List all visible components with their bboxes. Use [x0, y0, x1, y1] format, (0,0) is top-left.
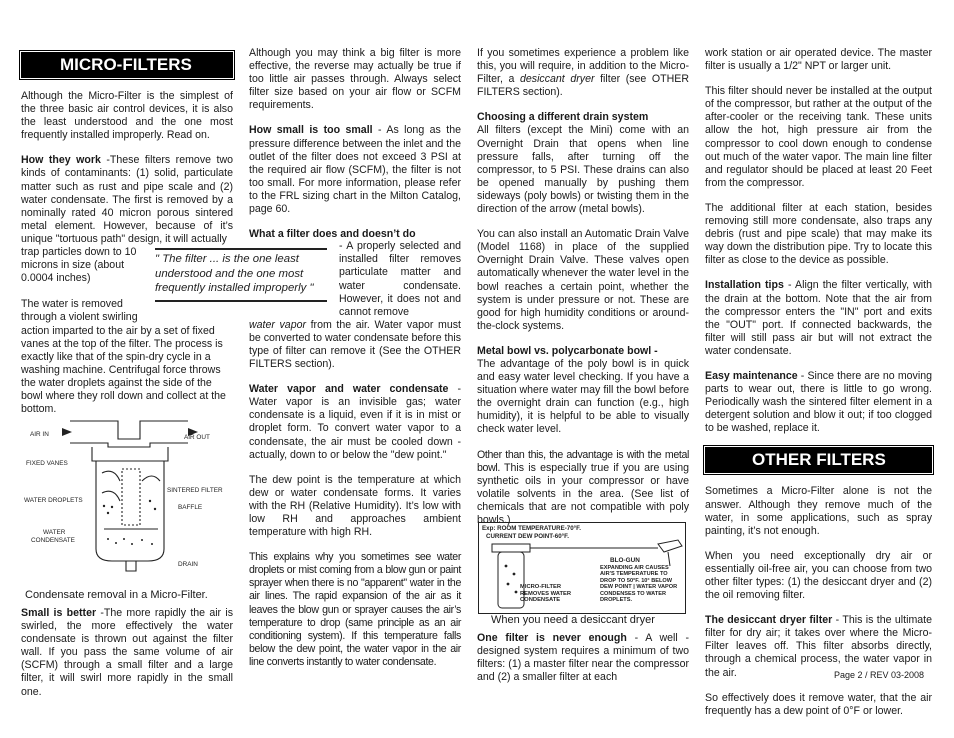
installation-location-paragraph: This filter should never be installed at the output of the compressor, but rather at the output of the after-cooler or the receiving tank. These units allow the hot, high pressure air from the compressor to cool down enough to condense out much of the water vapor. The main line filter and regulator should be placed at least 20 Feet from the compressor. [705, 85, 932, 189]
vapor-condensate-paragraph [249, 383, 461, 462]
never-enough-heading: One filter is never enough [477, 632, 627, 644]
installation-tips-paragraph [705, 279, 932, 358]
label-fixed-vanes: FIXED VANES [26, 460, 68, 467]
never-enough-paragraph [477, 632, 689, 684]
bowl-text: The advantage of the poly bowl is in quick and easy water level checking. If you have a situation where water may fill the bowl before the overnight drain can function (e.g., high humidity), it is helpful to be able to visually check water level. [477, 357, 689, 436]
bowl-heading: Metal bowl vs. polycarbonate bowl - [477, 344, 658, 357]
too-small-paragraph [249, 124, 461, 216]
water-vapor-term: water vapor [249, 318, 307, 331]
blo-gun-label: BLO-GUN [610, 557, 640, 564]
too-small-text: - As long as the pressure difference between the inlet and the outlet of the filter does not exceed 3 PSI at the required air flow (SCFM), the filter is not too small. For more information, please refer to the FRL sizing chart in the Milton Catalog, page 60. [249, 124, 461, 216]
small-is-better-paragraph [21, 607, 233, 699]
page-footer: Page 2 / REV 03-2008 [834, 670, 925, 680]
other-than-text-a: Other than this, the advantage is with the metal bowl. [477, 448, 689, 474]
too-small-heading: How small is too small [249, 124, 373, 137]
micro-filters-heading: MICRO-FILTERS [21, 52, 233, 78]
label-water-droplets: WATER DROPLETS [24, 497, 83, 504]
label-water: WATER [43, 529, 66, 536]
example-dew-point: CURRENT DEW POINT-60°F. [486, 533, 569, 540]
other-than-text-b: This is especially true if you are using synthetic oils in your compressor or have volatile solvents in the area. (See list of chemicals that are not compatible with poly bowls.) [477, 461, 689, 526]
vapor-condensate-text: - Water vapor is an invisible gas; water condensate is a liquid, even if it is in mist or droplet form. To convert water vapor to a condensate, the air must be cooled down - actually, down to or below the "dew point." [249, 383, 461, 461]
micro-filter-removes-label: MICRO-FILTER REMOVES WATER CONDENSATE [520, 584, 572, 604]
water-removed-text-b: action imparted to the air by a set of fixed vanes at the top of the filter. The process is exactly like that of the spin-dry cycle in a washing machine. Centrifugal force throws the water droplets against the side of the bowl where they roll down and collect at the bottom. [21, 324, 226, 416]
label-sintered-filter: SINTERED FILTER [167, 487, 223, 494]
desiccant-intro-text-a: If you sometimes experience a problem like this, you will require, in addition to the Micro-Filter, a [477, 47, 689, 86]
how-they-work-paragraph [21, 154, 233, 246]
drain-system-paragraph [477, 111, 689, 216]
bowl-paragraph [477, 345, 689, 437]
what-filter-does-text-b: from the air. Water vapor must be converted to water condensate before this type of filter can remove it (See the OTHER FILTERS section). [249, 318, 462, 371]
explains-paragraph: This explains why you sometimes see water droplets or mist coming from a blow gun or paint sprayer when there is no "apparent" water in the air lines. The rapid expansion of the air as it leaves the blow gun or sprayer causes the air’s temperature to drop (same principle as an air conditioning system). If this temperature falls below the dew point, the water vapor in the air line converts instantly to water condensate. [249, 551, 461, 668]
desiccant-dryer-text: - This is the ultimate filter for dry air; it takes over where the Micro-Filter leaves off. This filter absorbs directly, through a chemical process, the water vapor in the air. [705, 614, 932, 679]
label-drain: DRAIN [178, 561, 198, 568]
figure-caption-condensate: Condensate removal in a Micro-Filter. [25, 589, 208, 601]
column-2 [249, 47, 461, 681]
desiccant-intro-text-b: filter (see OTHER FILTERS section). [477, 73, 689, 99]
other-than-paragraph [477, 449, 689, 528]
other-filters-intro: Sometimes a Micro-Filter alone is not the answer. Although they remove much of the water, in some applications, such as spray painting, it’s not enough. [705, 485, 932, 537]
dew-point-zero-paragraph: So effectively does it remove water, that the air frequently has a dew point of 0°F or lower. [705, 691, 932, 717]
pull-quote: " The filter ... is the one least understood and the one most frequently installed improperly " [155, 248, 327, 302]
what-filter-does-paragraph [249, 228, 461, 371]
label-air-in: AIR IN [30, 431, 49, 438]
column-1-lower [21, 607, 233, 711]
example-room-temp: Exp: ROOM TEMPERATURE-70°F. [482, 525, 581, 532]
small-is-better-heading: Small is better [21, 607, 97, 619]
label-baffle: BAFFLE [178, 504, 203, 511]
other-filters-types: When you need exceptionally dry air or essentially oil-free air, you can choose from two other filter types: (1) the desiccant dryer and (2) the oil removing filter. [705, 549, 932, 602]
desiccant-dryer-term: desiccant dryer [520, 73, 595, 86]
column-4 [705, 47, 932, 730]
trap-particles-text: trap particles down to 10 microns in size (about 0.0004 inches) [21, 246, 137, 285]
label-air-out: AIR OUT [184, 434, 210, 441]
installation-tips-text: - Align the filter vertically, with the drain at the bottom. Note that the air from the compressor enters the "IN" port and exits the "OUT" port. If connected backwards, the filter will still pass air but will not extract the water condensate. [705, 279, 932, 357]
additional-filter-paragraph: The additional filter at each station, besides removing still more condensate, also traps any debris (rust and pipe scale) that may make its way down the distribution pipe. Try to locate this filter as close to the device as possible. [705, 201, 932, 267]
never-enough-text: - A well - designed system requires a minimum of two filters: (1) a master filter near the compressor and (2) a smaller filter at each [477, 632, 689, 684]
drain-system-heading: Choosing a different drain system [477, 111, 649, 124]
maintenance-heading: Easy maintenance [705, 369, 798, 382]
what-filter-does-text-a: - A properly selected and installed filter removes particulate matter and water condensate. However, it does not and cannot remove [339, 240, 461, 318]
other-filters-heading: OTHER FILTERS [705, 447, 932, 473]
installation-tips-heading: Installation tips [705, 279, 784, 292]
column-3 [477, 47, 689, 539]
big-filter-paragraph: Although you may think a big filter is more effective, the reverse may actually be true if too little air passes through. Always select filter size based on your air flow or SCFM requirements. [249, 47, 461, 112]
expanding-air-label: EXPANDING AIR CAUSES AIR'S TEMPERATURE TO DROP TO 50°F. 10° BELOW DEW POINT | WATER VAPOR CONDENSES TO WATER DROPLETS. [600, 565, 678, 604]
desiccant-dryer-heading: The desiccant dryer filter [705, 614, 833, 627]
how-they-work-text: -These filters remove two kinds of contaminants: (1) solid, particulate matter such as rust and pipe scale and (2) water condensate. The first is removed by a nominally rated 40 micron porous sintered metal element. However, because of it’s unique "tortuous path" design, it will actually [21, 154, 233, 245]
how-they-work-heading: How they work [21, 154, 101, 167]
maintenance-paragraph [705, 370, 932, 435]
vapor-condensate-heading: Water vapor and water condensate [249, 383, 449, 396]
intro-paragraph: Although the Micro-Filter is the simplest of the three basic air control devices, it is also the least understood and the one most frequently installed improperly. Read on. [21, 90, 233, 142]
water-removed-text-a: The water is removed through a violent swirling [21, 298, 138, 324]
column-3-lower [477, 632, 689, 696]
figure-caption-desiccant: When you need a desiccant dryer [491, 614, 655, 626]
label-condensate: CONDENSATE [31, 537, 75, 544]
small-is-better-text: -The more rapidly the air is swirled, the more effectively the water condensate is thrown out against the filter wall. If you pass the same volume of air (SCFM) through a small filter and a large filter, it will swirl more rapidly in the small one. [21, 607, 234, 698]
column-1 [21, 47, 233, 428]
auto-drain-paragraph: You can also install an Automatic Drain Valve (Model 1168) in place of the supplied Overnight Drain Valve. These valves open automatically whenever the water level in the bowl reaches a certain point, whether the system is under pressure or not. These are good for high humidity conditions or around-the-clock systems. [477, 228, 689, 332]
master-filter-paragraph: work station or air operated device. The master filter is usually a 1/2" NPT or larger unit. [705, 47, 932, 73]
maintenance-text: - Since there are no moving parts to wear out, there is little to go wrong. Periodically wash the sintered filter element in a detergent solution and blow it out; if too clogged to be washed, replace it. [705, 369, 932, 435]
drain-system-text: All filters (except the Mini) come with an Overnight Drain that opens when line pressure falls, after turning off the compressor, to 5 PSI. These drains can also be opened manually by pushing them sideways (poly bowls) or twisting them in the direction of the arrow (metal bowls). [477, 124, 689, 216]
desiccant-intro-paragraph [477, 47, 689, 99]
what-filter-does-heading: What a filter does and doesn’t do [249, 228, 416, 241]
dew-point-paragraph: The dew point is the temperature at which dew or water condensate forms. It varies with the RH (Relative Humidity). It’s low with low RH and approaches ambient temperature with high RH. [249, 473, 461, 539]
